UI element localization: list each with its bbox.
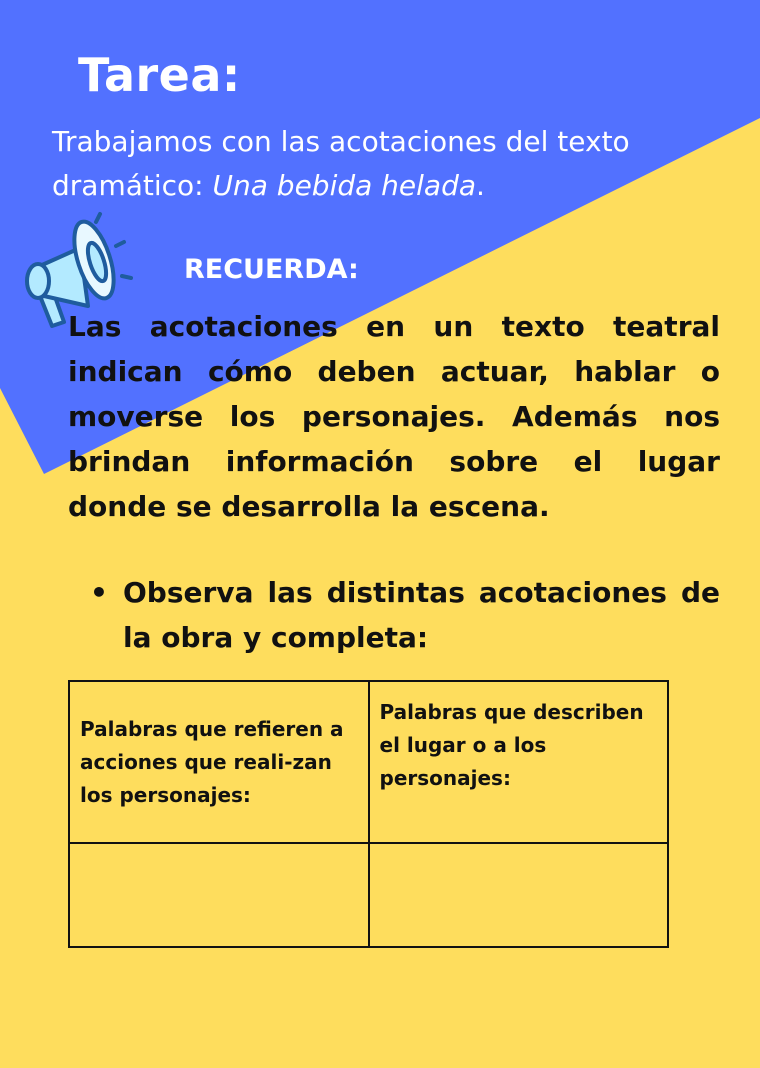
- task-instruction: Observa las distintas acotaciones de la obra y completa:: [123, 576, 720, 654]
- page-title: Tarea:: [78, 48, 241, 102]
- answer-row: [69, 843, 668, 947]
- table-header-row: [69, 681, 668, 843]
- subtitle-text: Trabajamos con las acotaciones del texto dramático:: [52, 125, 630, 202]
- subtitle: [52, 120, 732, 208]
- list-item: [90, 570, 720, 660]
- answer-cell-descriptions[interactable]: [369, 843, 669, 947]
- header-descriptions: Palabras que describen el lugar o a los personajes:: [369, 681, 669, 843]
- task-list: [90, 570, 720, 660]
- subtitle-end: .: [476, 169, 485, 202]
- worksheet-table: [68, 680, 669, 948]
- remember-text: Las acotaciones en un texto teatral indican cómo deben actuar, hablar o moverse los personajes. Además nos brindan información sobre el lugar donde se desarrolla la escena.: [68, 310, 720, 523]
- bullet: •: [90, 576, 108, 609]
- answer-cell-actions[interactable]: [69, 843, 369, 947]
- play-title: Una bebida helada: [212, 169, 477, 202]
- header-actions: Palabras que refieren a acciones que reali-zan los personajes:: [69, 681, 369, 843]
- remember-label: RECUERDA:: [184, 254, 359, 285]
